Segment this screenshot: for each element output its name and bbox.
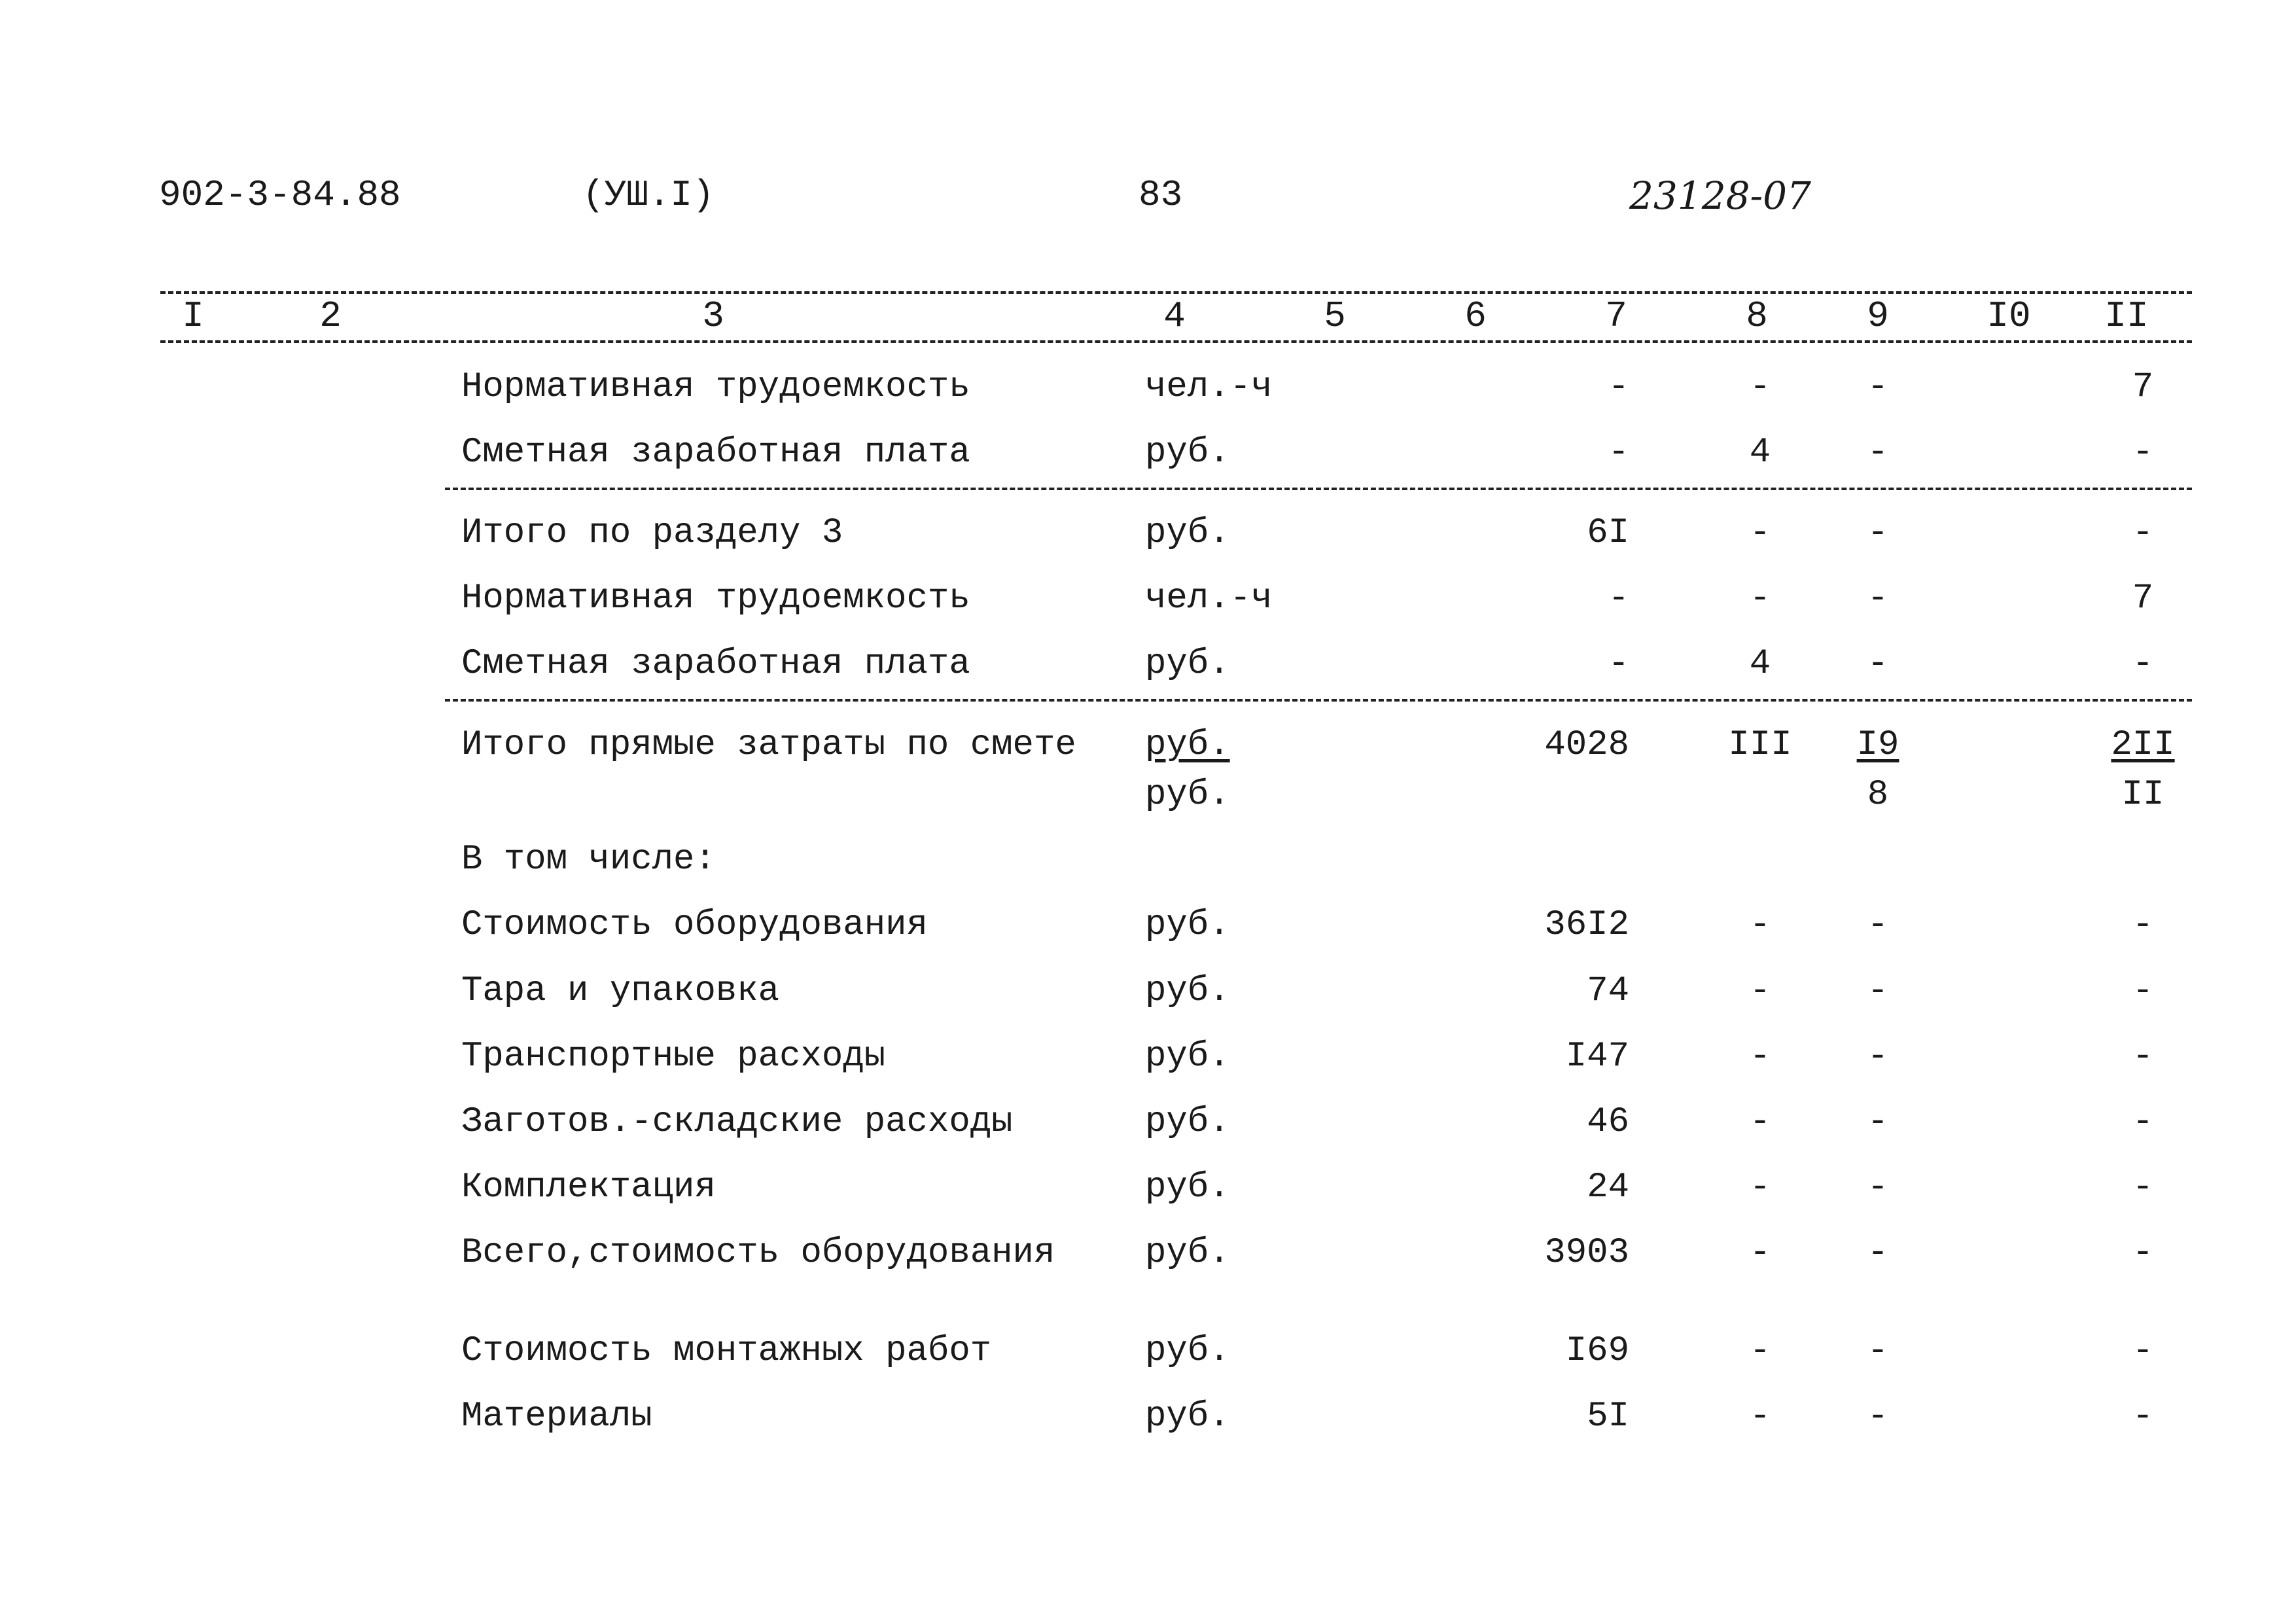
- cell-col11: -: [2132, 433, 2154, 473]
- table-row: [0, 581, 2296, 627]
- cell-col8: III: [1728, 725, 1792, 765]
- row-unit: руб.: [1145, 971, 1230, 1011]
- cell-col8: -: [1749, 1168, 1771, 1207]
- cell-col9-numerator: I9: [1856, 725, 1899, 765]
- row-unit: руб.: [1145, 1168, 1230, 1207]
- row-label: Заготов.-складские расходы: [461, 1102, 1013, 1142]
- cell-col7: -: [1608, 367, 1629, 407]
- column-number: 8: [1746, 295, 1768, 337]
- column-number: 2: [319, 295, 342, 337]
- cell-col7: -: [1608, 433, 1629, 473]
- cell-col7: 6I: [1587, 513, 1629, 553]
- cell-col7: I69: [1565, 1331, 1629, 1371]
- row-unit-denominator: руб.: [1145, 775, 1230, 815]
- section-rule: [445, 699, 2192, 702]
- cell-col9: -: [1867, 905, 1889, 945]
- including-label: В том числе:: [461, 840, 716, 880]
- table-row: [0, 971, 2296, 1020]
- cell-col9: -: [1867, 433, 1889, 473]
- cell-col7: 4028: [1544, 725, 1629, 765]
- row-unit: руб.: [1145, 1037, 1230, 1077]
- table-row: [0, 1331, 2296, 1380]
- table-row: [0, 1102, 2296, 1150]
- row-label: Транспортные расходы: [461, 1037, 886, 1077]
- row-unit: руб.: [1145, 513, 1230, 553]
- row-label: Всего,стоимость оборудования: [461, 1233, 1055, 1273]
- cell-col11: -: [2132, 971, 2154, 1011]
- cell-col9: -: [1867, 1168, 1889, 1207]
- cell-col7: 74: [1587, 971, 1629, 1011]
- table-row: [0, 1233, 2296, 1281]
- cell-col9: -: [1867, 1102, 1889, 1142]
- cell-col11: -: [2132, 1233, 2154, 1273]
- cell-col11: -: [2132, 1331, 2154, 1371]
- cell-col9: -: [1867, 1397, 1889, 1436]
- cell-col8: -: [1749, 1397, 1771, 1436]
- row-label: Сметная заработная плата: [461, 644, 970, 684]
- section-code: (УШ.I): [582, 174, 715, 216]
- row-unit: чел.-ч: [1145, 367, 1273, 407]
- row-unit: руб.: [1145, 1102, 1230, 1142]
- table-row: [0, 1399, 2296, 1445]
- cell-col9-denominator: 8: [1867, 775, 1889, 815]
- cell-col7: -: [1608, 644, 1629, 684]
- cell-col9: -: [1867, 644, 1889, 684]
- column-number: 4: [1163, 295, 1186, 337]
- row-label: Тара и упаковка: [461, 971, 780, 1011]
- cell-col11: -: [2132, 644, 2154, 684]
- row-label: Материалы: [461, 1397, 652, 1436]
- cell-col7: 5I: [1587, 1397, 1629, 1436]
- row-unit-numerator: руб.: [1145, 725, 1230, 765]
- total-row-denominators: [0, 777, 2296, 823]
- row-label: Итого по разделу 3: [461, 513, 843, 553]
- cell-col11: -: [2132, 1037, 2154, 1077]
- table-row: [0, 513, 2296, 562]
- row-unit: руб.: [1145, 644, 1230, 684]
- cell-col8: -: [1749, 1233, 1771, 1273]
- subheading-row: [0, 842, 2296, 888]
- cell-col9: -: [1867, 971, 1889, 1011]
- cell-col11: -: [2132, 905, 2154, 945]
- cell-col8: -: [1749, 1037, 1771, 1077]
- cell-col9: -: [1867, 579, 1889, 618]
- row-label: Комплектация: [461, 1168, 716, 1207]
- row-unit: руб.: [1145, 433, 1230, 473]
- cell-col7: 46: [1587, 1102, 1629, 1142]
- table-row: [0, 644, 2296, 692]
- doc-code: 902-3-84.88: [159, 174, 401, 216]
- row-unit: чел.-ч: [1145, 579, 1273, 618]
- cell-col9: -: [1867, 513, 1889, 553]
- table-row: [0, 1039, 2296, 1085]
- section-rule: [445, 488, 2192, 490]
- cell-col8: -: [1749, 1102, 1771, 1142]
- row-label: Итого прямые затраты по смете: [461, 725, 1076, 765]
- cell-col9: -: [1867, 367, 1889, 407]
- row-label: Сметная заработная плата: [461, 433, 970, 473]
- header-bottom-rule: [160, 340, 2192, 343]
- cell-col8: -: [1749, 513, 1771, 553]
- cell-col7: -: [1608, 579, 1629, 618]
- column-number: 6: [1464, 295, 1487, 337]
- cell-col9: -: [1867, 1037, 1889, 1077]
- row-unit: руб.: [1145, 1397, 1230, 1436]
- table-row: [0, 435, 2296, 481]
- column-number: I: [182, 295, 204, 337]
- cell-col8: 4: [1749, 644, 1771, 684]
- column-number: II: [2104, 295, 2149, 337]
- cell-col7: 36I2: [1544, 905, 1629, 945]
- cell-col11: 7: [2132, 367, 2154, 407]
- header-top-rule: [160, 291, 2192, 294]
- cell-col9: -: [1867, 1331, 1889, 1371]
- cell-col7: 3903: [1544, 1233, 1629, 1273]
- row-label: Нормативная трудоемкость: [461, 579, 970, 618]
- cell-col11: -: [2132, 1102, 2154, 1142]
- cell-col7: I47: [1565, 1037, 1629, 1077]
- column-number: 9: [1867, 295, 1889, 337]
- row-unit: руб.: [1145, 905, 1230, 945]
- table-row: [0, 1170, 2296, 1216]
- row-unit: руб.: [1145, 1331, 1230, 1371]
- cell-col11: -: [2132, 1168, 2154, 1207]
- row-label: Нормативная трудоемкость: [461, 367, 970, 407]
- column-number: I0: [1987, 295, 2031, 337]
- row-label: Стоимость монтажных работ: [461, 1331, 992, 1371]
- album-code: 23128-07: [1629, 173, 1811, 218]
- cell-col11-denominator: II: [2121, 775, 2164, 815]
- table-row: [0, 905, 2296, 954]
- row-unit: руб.: [1145, 1233, 1230, 1273]
- cell-col8: -: [1749, 971, 1771, 1011]
- cell-col8: 4: [1749, 433, 1771, 473]
- cell-col9: -: [1867, 1233, 1889, 1273]
- cell-col7: 24: [1587, 1168, 1629, 1207]
- column-number: 3: [702, 295, 724, 337]
- row-label: Стоимость оборудования: [461, 905, 928, 945]
- column-number: 5: [1324, 295, 1346, 337]
- cell-col8: -: [1749, 905, 1771, 945]
- cell-col8: -: [1749, 579, 1771, 618]
- total-row: [0, 725, 2296, 774]
- cell-col11: 7: [2132, 579, 2154, 618]
- cell-col11: -: [2132, 513, 2154, 553]
- column-number: 7: [1605, 295, 1627, 337]
- cell-col8: -: [1749, 1331, 1771, 1371]
- cell-col11-numerator: 2II: [2111, 725, 2175, 765]
- table-row: [0, 367, 2296, 416]
- cell-col11: -: [2132, 1397, 2154, 1436]
- cell-col8: -: [1749, 367, 1771, 407]
- page-number: 83: [1139, 174, 1183, 216]
